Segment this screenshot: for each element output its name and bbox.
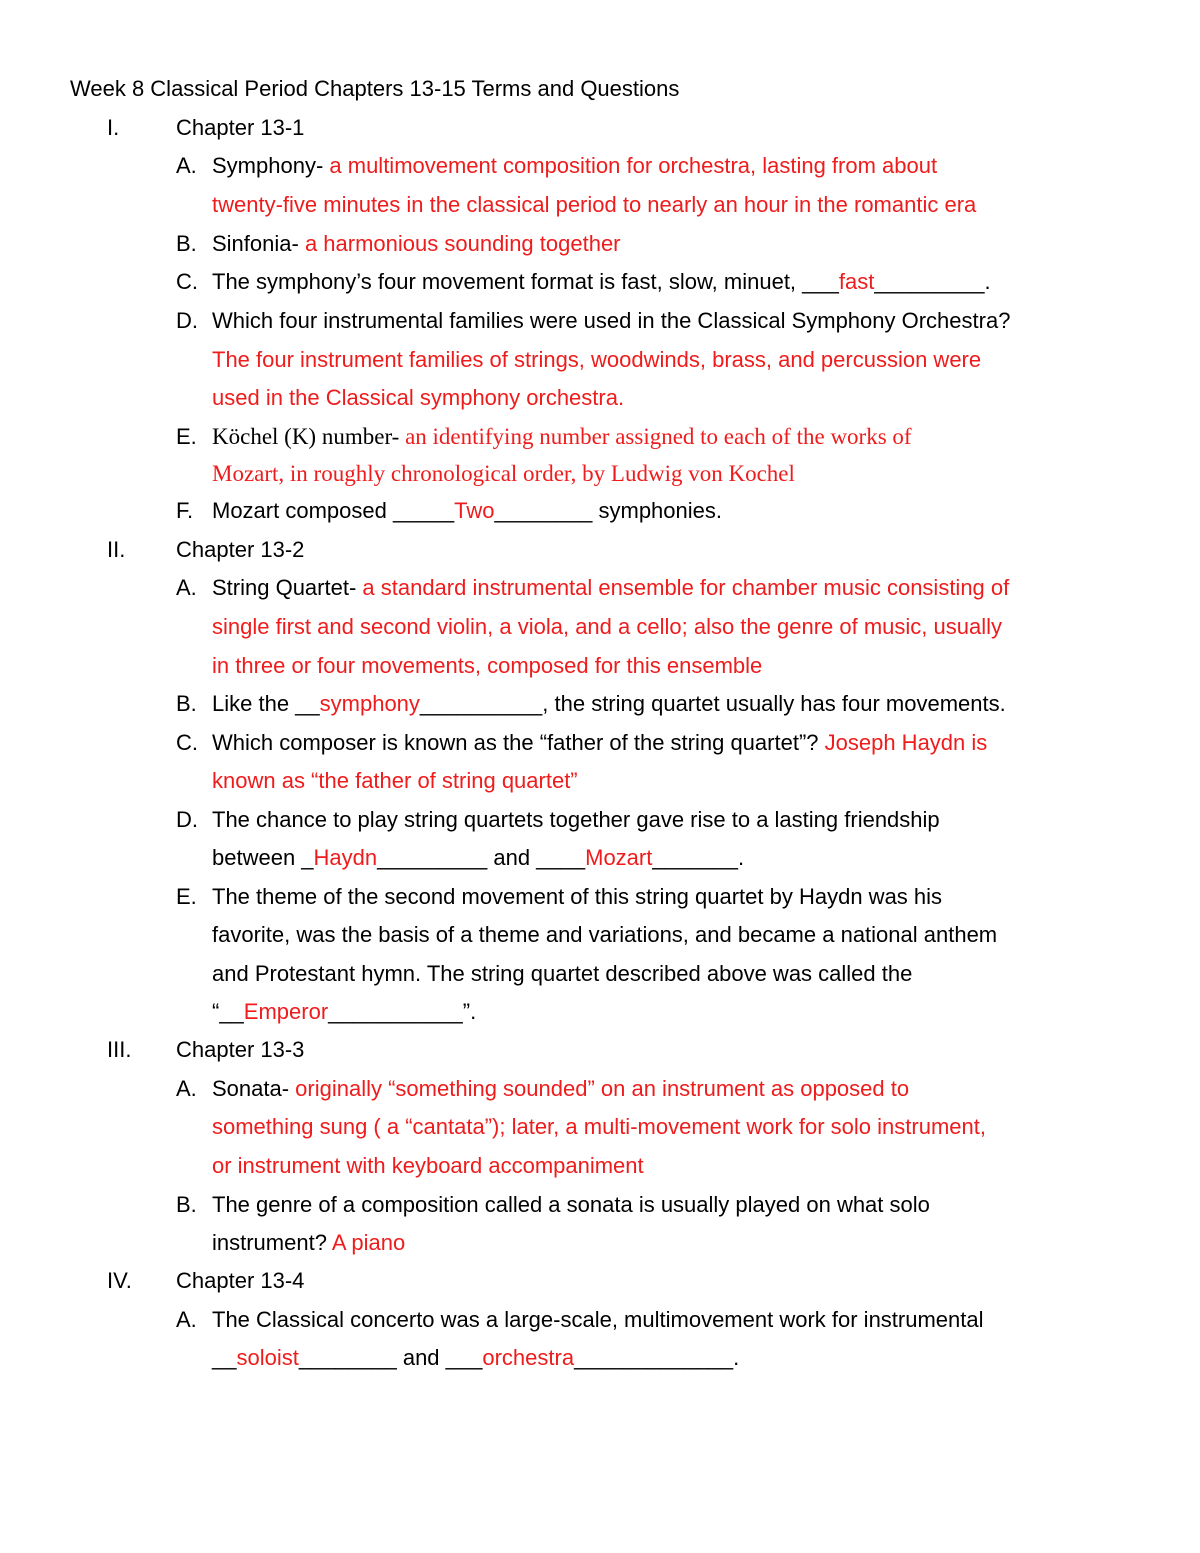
question-text: The Classical concerto was a large-scale, multimovement work for instrumental: [212, 1307, 984, 1332]
answer-text: single first and second violin, a viola, and a cello; also the genre of music, usually: [212, 614, 1002, 639]
question-text: Which four instrumental families were used in the Classical Symphony Orchestra?: [212, 308, 1011, 333]
list-item: [212, 1076, 909, 1102]
answer-text: a harmonious sounding together: [304, 231, 621, 256]
answer-text: an identifying number assigned to each of the works of: [405, 424, 912, 449]
list-item: [212, 730, 987, 756]
question-text: Mozart composed _____: [212, 498, 455, 523]
answer-text: The four instrument families of strings, woodwinds, brass, and percussion were: [212, 347, 982, 372]
section-title: Chapter 13-1: [176, 115, 305, 140]
blank-answer: Mozart: [585, 845, 653, 870]
answer-text: Joseph Haydn is: [824, 730, 988, 755]
answer-text: or instrument with keyboard accompaniment: [212, 1153, 644, 1178]
answer-text: in three or four movements, composed for this ensemble: [212, 653, 763, 678]
list-item: [212, 691, 1006, 717]
item-letter: C.: [176, 730, 198, 755]
question-text: “__: [212, 999, 244, 1024]
question-text: The chance to play string quartets together gave rise to a lasting friendship: [212, 807, 940, 832]
item-letter: B.: [176, 1192, 197, 1217]
list-item: [212, 999, 476, 1025]
answer-text: a standard instrumental ensemble for chamber music consisting of: [362, 575, 1010, 600]
question-text: _____________.: [574, 1345, 740, 1370]
item-letter: C.: [176, 269, 198, 294]
blank-answer: Two: [454, 498, 495, 523]
section-marker: III.: [107, 1037, 132, 1062]
answer-text: A piano: [331, 1230, 406, 1255]
document-title: Week 8 Classical Period Chapters 13-15 Terms and Questions: [70, 76, 680, 101]
list-item: [212, 153, 937, 179]
term-label: Sonata-: [212, 1076, 296, 1101]
answer-text: something sung ( a “cantata”); later, a multi-movement work for solo instrument,: [212, 1114, 986, 1139]
list-item: [212, 845, 744, 871]
answer-text: Mozart, in roughly chronological order, by Ludwig von Kochel: [212, 461, 795, 486]
section-marker: II.: [107, 537, 126, 562]
blank-answer: fast: [838, 269, 875, 294]
answer-text: used in the Classical symphony orchestra.: [212, 385, 625, 410]
item-letter: B.: [176, 691, 197, 716]
question-text: favorite, was the basis of a theme and variations, and became a national anthem: [212, 922, 998, 947]
item-letter: A.: [176, 1076, 197, 1101]
item-letter: A.: [176, 153, 197, 178]
question-text: ________ symphonies.: [494, 498, 722, 523]
blank-answer: symphony: [319, 691, 420, 716]
list-item: [212, 424, 912, 450]
answer-text: twenty-five minutes in the classical period to nearly an hour in the romantic era: [212, 192, 977, 217]
item-letter: D.: [176, 308, 198, 333]
item-letter: F.: [176, 498, 194, 523]
question-text: instrument?: [212, 1230, 332, 1255]
list-item: [212, 1230, 405, 1256]
item-letter: A.: [176, 1307, 197, 1332]
term-label: Köchel (K) number-: [212, 424, 406, 449]
term-label: Symphony-: [212, 153, 330, 178]
section-title: Chapter 13-4: [176, 1268, 305, 1293]
answer-text: known as “the father of string quartet”: [212, 768, 578, 793]
section-title: Chapter 13-3: [176, 1037, 305, 1062]
question-text: _________ and ____: [377, 845, 586, 870]
section-marker: IV.: [107, 1268, 132, 1293]
question-text: __: [212, 1345, 237, 1370]
blank-answer: soloist: [236, 1345, 299, 1370]
blank-answer: Emperor: [243, 999, 329, 1024]
question-text: The genre of a composition called a sonata is usually played on what solo: [212, 1192, 930, 1217]
question-text: and Protestant hymn. The string quartet described above was called the: [212, 961, 913, 986]
item-letter: E.: [176, 424, 197, 449]
question-text: The symphony’s four movement format is fast, slow, minuet, ___: [212, 269, 839, 294]
item-letter: A.: [176, 575, 197, 600]
answer-text: a multimovement composition for orchestra, lasting from about: [329, 153, 938, 178]
list-item: [212, 231, 621, 257]
question-text: ________ and ___: [298, 1345, 483, 1370]
list-item: [212, 269, 991, 295]
blank-line: _________.: [874, 269, 991, 294]
section-marker: I.: [107, 115, 120, 140]
list-item: [212, 1345, 739, 1371]
question-text: _______.: [652, 845, 745, 870]
question-text: Which composer is known as the “father of the string quartet”?: [212, 730, 825, 755]
item-letter: B.: [176, 231, 197, 256]
item-letter: D.: [176, 807, 198, 832]
answer-text: originally “something sounded” on an instrument as opposed to: [295, 1076, 910, 1101]
term-label: String Quartet-: [212, 575, 363, 600]
question-text: Like the __: [212, 691, 320, 716]
question-text: ___________”.: [328, 999, 477, 1024]
blank-answer: Haydn: [313, 845, 378, 870]
section-title: Chapter 13-2: [176, 537, 305, 562]
list-item: [212, 498, 722, 524]
question-text: The theme of the second movement of this string quartet by Haydn was his: [212, 884, 943, 909]
blank-answer: orchestra: [482, 1345, 575, 1370]
question-text: __________, the string quartet usually has four movements.: [419, 691, 1006, 716]
question-text: between _: [212, 845, 314, 870]
item-letter: E.: [176, 884, 197, 909]
term-label: Sinfonia-: [212, 231, 305, 256]
list-item: [212, 575, 1009, 601]
